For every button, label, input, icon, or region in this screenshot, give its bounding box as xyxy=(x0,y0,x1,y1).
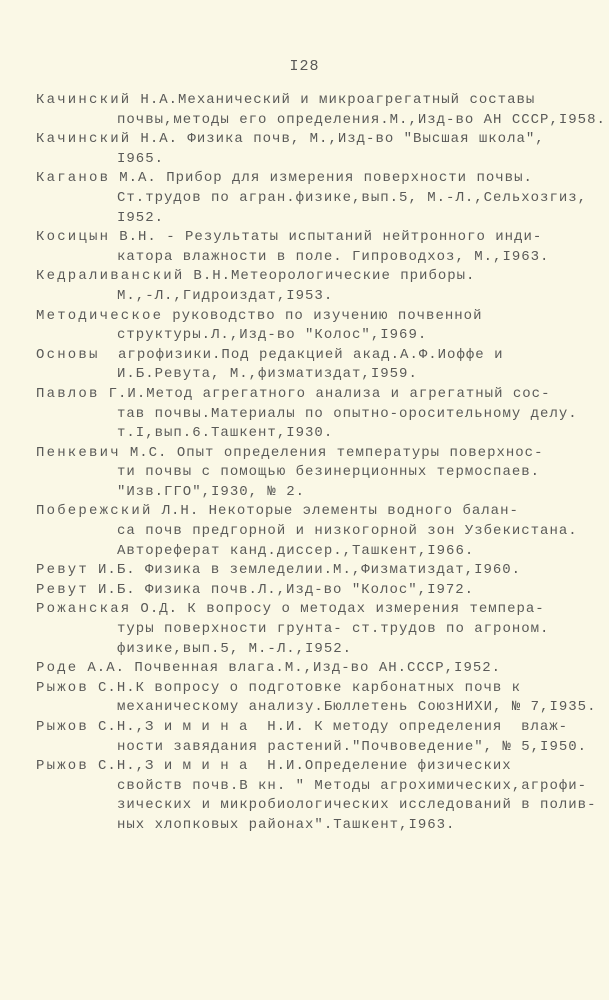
entry-first-line xyxy=(36,581,596,601)
entry-text: Н.А. Физика почв, М.,Изд-во "Высшая школа", xyxy=(140,131,545,148)
entry-text: В.Н. - Результаты испытаний нейтронного инди- xyxy=(119,229,543,246)
entry-text: О.Д. К вопросу о методах измерения темпера- xyxy=(140,601,545,618)
entry-first-line xyxy=(36,267,596,287)
bibliography-entry xyxy=(36,130,596,169)
bibliography-entry xyxy=(36,307,596,346)
entry-continuation-line: са почв предгорной и низкогорной зон Узбекистана. xyxy=(117,523,578,540)
entry-continuation-line: I965. xyxy=(117,150,165,167)
entry-author: Ревут xyxy=(36,581,90,598)
entry-continuation-line: механическому анализу.Бюллетень СоюзНИХИ, № 7,I935. xyxy=(117,699,597,716)
entry-first-line xyxy=(36,169,596,189)
entry-continuation-line: М.,-Л.,Гидроиздат,I953. xyxy=(117,287,334,304)
entry-text: агрофизики.Под редакцией акад.А.Ф.Иоффе и xyxy=(108,346,504,363)
entry-author: Ревут xyxy=(36,562,90,579)
bibliography-entry xyxy=(36,659,596,679)
entry-text: С.Н.,З и м и н а Н.И.Определение физических xyxy=(98,758,512,775)
entry-continuation-line: ности завядания растений."Почвоведение", № 5,I950. xyxy=(117,738,588,755)
entry-text: С.Н.К вопросу о подготовке карбонатных почв к xyxy=(98,679,522,696)
entry-author: Пенкевич xyxy=(36,444,121,461)
entry-author: Рыжов xyxy=(36,758,90,775)
entry-author: Побережский xyxy=(36,503,153,520)
entry-author: Каганов xyxy=(36,170,111,187)
entry-continuation-line: I952. xyxy=(117,209,165,226)
entry-author: Роде xyxy=(36,660,79,677)
bibliography-entry xyxy=(36,502,596,561)
entry-first-line xyxy=(36,502,596,522)
entry-continuation-line: тав почвы.Материалы по опытно-оросительному делу. xyxy=(117,405,578,422)
entry-author: Павлов xyxy=(36,385,100,402)
entry-first-line xyxy=(36,757,596,777)
entry-author: Косицын xyxy=(36,229,111,246)
entry-first-line xyxy=(36,385,596,405)
entry-continuation-line: ти почвы с помощью безинерционных термоспаев. xyxy=(117,464,541,481)
bibliography-entry xyxy=(36,718,596,757)
entry-first-line xyxy=(36,679,596,699)
bibliography-entry xyxy=(36,581,596,601)
page-number: I28 xyxy=(289,58,320,75)
entry-continuation-line: туры поверхности грунта- ст.трудов по агроном. xyxy=(117,621,550,638)
bibliography-entry xyxy=(36,757,596,835)
bibliography-entry xyxy=(36,267,596,306)
entry-author: Рыжов xyxy=(36,679,90,696)
entry-author: Основы xyxy=(36,346,100,363)
entry-text: В.Н.Метеорологические приборы. xyxy=(193,268,476,285)
bibliography-list xyxy=(36,91,606,836)
entry-text: М.С. Опыт определения температуры поверхнос- xyxy=(129,444,544,461)
bibliography-entry xyxy=(36,346,596,385)
entry-continuation-line: структуры.Л.,Изд-во "Колос",I969. xyxy=(117,327,428,344)
bibliography-entry xyxy=(36,228,596,267)
entry-text: М.А. Прибор для измерения поверхности почвы. xyxy=(119,170,533,187)
entry-continuation-line: почвы,методы его определения.М.,Изд-во АН СССР,I958. xyxy=(117,111,606,128)
entry-text: А.А. Почвенная влага.М.,Изд-во АН.СССР,I952. xyxy=(87,660,502,677)
entry-continuation-line: И.Б.Ревута, М.,физматиздат,I959. xyxy=(117,366,418,383)
entry-text: Г.И.Метод агрегатного анализа и агрегатный сос- xyxy=(108,385,551,402)
bibliography-entry xyxy=(36,600,596,659)
entry-text: Н.А.Механический и микроагрегатный составы xyxy=(140,92,536,108)
bibliography-entry xyxy=(36,561,596,581)
entry-text: И.Б. Физика почв.Л.,Изд-во "Колос",I972. xyxy=(98,581,475,598)
entry-author: Качинский xyxy=(36,92,132,108)
entry-continuation-line: свойств почв.В кн. " Методы агрохимических,агрофи- xyxy=(117,777,588,794)
entry-first-line xyxy=(36,346,596,366)
entry-author: Методическое xyxy=(36,307,164,324)
entry-first-line xyxy=(36,307,596,327)
entry-author: Рожанская xyxy=(36,601,132,618)
entry-continuation-line: физике,вып.5, М.-Л.,I952. xyxy=(117,640,353,657)
entry-first-line xyxy=(36,228,596,248)
entry-first-line xyxy=(36,659,596,679)
entry-continuation-line: "Изв.ГГО",I930, № 2. xyxy=(117,483,306,500)
entry-author: Кедраливанский xyxy=(36,268,185,285)
entry-text: руководство по изучению почвенной xyxy=(172,307,483,324)
entry-author: Рыжов xyxy=(36,719,90,735)
entry-first-line xyxy=(36,718,596,738)
bibliography-entry xyxy=(36,169,596,228)
entry-continuation-line: Автореферат канд.диссер.,Ташкент,I966. xyxy=(117,542,475,559)
bibliography-entry xyxy=(36,91,606,130)
entry-text: Л.Н. Некоторые элементы водного балан- xyxy=(161,503,519,520)
entry-continuation-line: т.I,вып.6.Ташкент,I930. xyxy=(117,425,334,442)
entry-continuation-line: ных хлопковых районах".Ташкент,I963. xyxy=(117,816,456,833)
bibliography-entry xyxy=(36,385,596,444)
entry-continuation-line: катора влажности в поле. Гипроводхоз, М.,I963. xyxy=(117,248,550,265)
entry-first-line xyxy=(36,444,596,464)
entry-continuation-line: зических и микробиологических исследований в полив- xyxy=(117,797,597,814)
bibliography-entry xyxy=(36,679,596,718)
entry-text: С.Н.,З и м и н а Н.И. К методу определения влаж- xyxy=(98,719,569,735)
entry-continuation-line: Ст.трудов по агран.физике,вып.5, М.-Л.,Сельхозгиз, xyxy=(117,189,588,206)
bibliography-entry xyxy=(36,444,596,503)
entry-first-line xyxy=(36,91,596,111)
entry-text: И.Б. Физика в земледелии.М.,Физматиздат,I960. xyxy=(98,562,522,579)
entry-first-line xyxy=(36,130,596,150)
entry-author: Качинский xyxy=(36,131,132,148)
entry-first-line xyxy=(36,561,596,581)
entry-first-line xyxy=(36,600,596,620)
